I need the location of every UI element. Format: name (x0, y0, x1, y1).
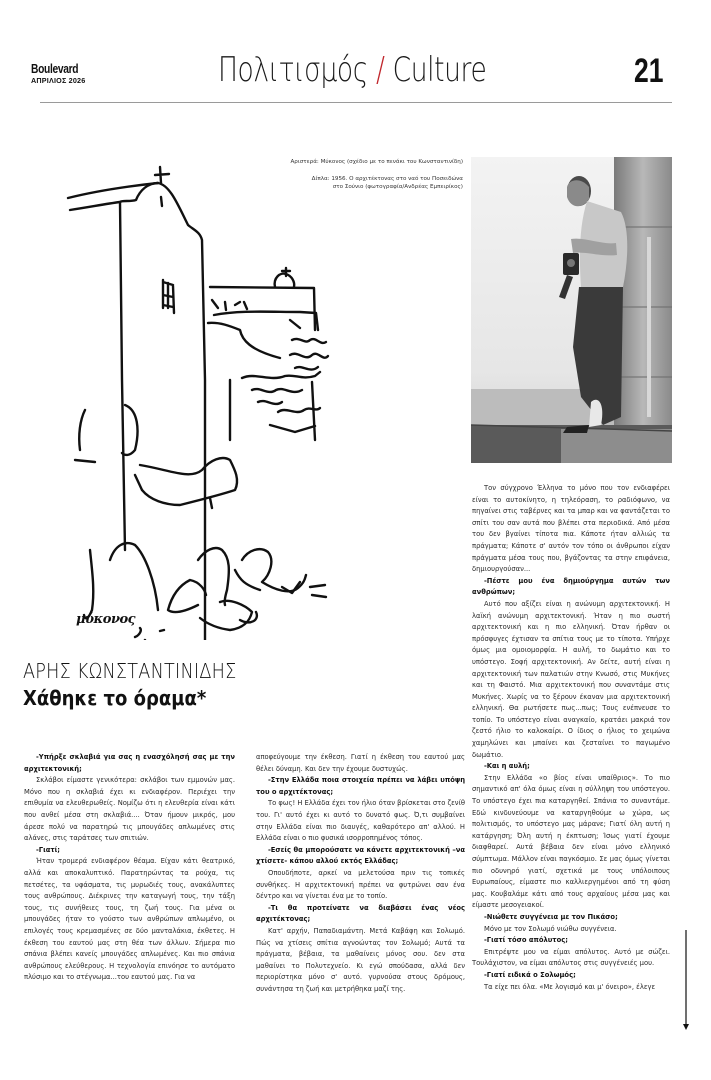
interview-answer: Κατ' αρχήν, Παπαδιαμάντη. Μετά Καβάφη και Σολωμό. Πώς να χτίσεις σπίτια αγνοώντας τον Σολωμό; Αυτά τα πράγματα, βέβαια, τα μαθαίνεις μόνος σου. δεν στα μαθαίνει το Πολυτεχνείο. Κι εγώ σπούδασα, αλλά δεν περιορίστηκα μόνο σ' αυτό. γυρνούσα στους δρόμους, συνάντησα τη ζωή και μετρήθηκα μαζί της. (256, 926, 465, 993)
interview-answer: Ήταν τρομερά ενδιαφέρον θέαμα. Είχαν κάτι θεατρικό, αλλά και αποκαλυπτικό. Παρατηρώντας τα ρούχα, τις πετσέτες, τα υφάσματα, τις μυρωδιές τους, ανακάλυπτες τους ανθρώπους. Διέκρινες την καταγωγή τους, την τάξη τους, τις συνήθειες τους, τη ζωή τους. Για μένα οι μπουγάδες ήταν το γούστο των ανθρώπων απλωμένο, οι επιλογές τους κρεμασμένες σε δύο μανταλάκια, έκθετες. Η έκθεση του εαυτού μας στη θέα των άλλων. Σήμερα πιο σπάνια βλέπει κανείς μπουγάδες απλωμένες. Και πιο σπάνια ανθρώπους ελεύθερους. Η τεχνολογία επινόησε το αυτόματο πλύσιμο και το στέγνωμα...του εαυτού μας. Για να (24, 857, 235, 982)
interview-question: -Τι θα προτείνατε να διαβάσει ένας νέος αρχιτέκτονας; (256, 903, 465, 924)
author-name: ΑΡΗΣ ΚΩΝΣΤΑΝΤΙΝΙΔΗΣ (23, 659, 237, 683)
section-title (218, 50, 486, 90)
caption-right-line1: Δίπλα: 1956. Ο αρχιτέκτονας στο ναό του Ποσειδώνα (311, 176, 463, 182)
interview-answer: Το φως! Η Ελλάδα έχει τον ήλιο όταν βρίσκεται στο ζενίθ του. Γι' αυτό έχει κι αυτό το δυνατό φως. Ό,τι συμβαίνει στην Ελλάδα είναι πιο διαυγές, καθαρότερο απ' αλλού. Η Ελλάδα είναι ο πιο φυσικά ισορροπημένος τόπος. (256, 799, 465, 843)
interview-question: -Γιατί τόσο απόλυτος; (484, 936, 568, 945)
arrow-down-icon (683, 930, 689, 1030)
interview-answer: Μόνο με τον Σολωμό νιώθω συγγένεια. (484, 924, 617, 933)
interview-answer: Στην Ελλάδα «ο βίος είναι υπαίθριος». Το πιο σημαντικό απ' όλα όμως είναι η σύλληψη του υπόστεγου. Το υπόστεγο έχει πια καταργηθεί. Σπάνια το συναντάμε. Εδώ κινδυνεύουμε να καταργηθούμε ω χώρα, ως πολιτισμός, το υπόστεγο μας μάρανε; Γιατί όλη αυτή η κατάργηση; Όλη αυτή η έκπτωση; Ίσως γιατί έχουμε διαφθαρεί. Αυτά βέβαια δεν είναι μόνο ελληνικό σύμπτωμα. Μάλλον είναι παγκόσμιο. Σε μας όμως γίνεται πιο οδυνηρό γιατί, σχετικά με τους υπόλοιπους Ευρωπαίους, είμαστε πιο καλλιεργημένοι από τη φύση μας. Κουβαλάμε κάτι από τους αρχαίους μέσα μας και είμαστε μεσογειακοί. (472, 773, 670, 910)
sketch-signature: μύκονος (76, 612, 136, 627)
interview-question: -Γιατί; (36, 845, 61, 854)
page-number: 21 (634, 52, 664, 90)
article-column-1 (24, 752, 235, 984)
article-headline: Χάθηκε το όραμα* (23, 686, 207, 710)
article-column-2 (256, 752, 465, 995)
section-title-english: Culture (392, 50, 487, 90)
interview-answer: αποφεύγουμε την έκθεση. Γιατί η έκθεση του εαυτού μας θέλει δύναμη. Και δεν την έχουμε δυστυχώς. (256, 753, 465, 773)
caption-left: Αριστερά: Μύκονος (σχέδιο με το πενάκι του Κωνσταντινίδη) (290, 159, 463, 165)
interview-answer: Τα είχε πει όλα. «Με λογισμό και μ' όνειρο», έλεγε (484, 982, 656, 991)
brand-logo: Boulevard (31, 62, 79, 76)
interview-question: -Στην Ελλάδα ποια στοιχεία πρέπει να λάβει υπόψη του ο αρχιτέκτονας; (256, 776, 465, 796)
interview-answer: Αυτό που αξίζει είναι η ανώνυμη αρχιτεκτονική. Η λαϊκή ανώνυμη αρχιτεκτονική. Ήταν η πιο σωστή αρχιτεκτονική και η πιο ελληνική. Όταν ήρθαν οι πρόσφυγες έχτισαν τα σπίτια τους με το τίποτα. Υπήρχε όμως μια ομοιομορφία. Η αυλή, το δωμάτιο και το υπόστεγο. Σοφή αρχιτεκτονική. Αν δείτε, αυτή είναι η αρχιτεκτονική των παλατιών στην Κνωσό, στις Μυκήνες και τη Φαιστό. Μια αρχιτεκτονική που συναντάμε στις Μυκήνες. Χωρίς να το ξέρουν έκαναν μια αρχιτεκτονική ελληνική. Θα ρωτήσετε πως...πως; Τους ενέπνευσε το τοπίο. Το υπόστεγο είναι αναγκαίο, κρατάει μακριά τον ζεστό ήλιο το καλοκαίρι. Ο ίδιος ο ήλιος το χειμώνα χαμηλώνει και μπαίνει και ζεσταίνει το παγωμένο δωμάτιο. (472, 599, 670, 759)
section-separator: / (367, 50, 393, 90)
interview-question: -Και η αυλή; (484, 762, 530, 771)
interview-answer: Οπουδήποτε, αρκεί να μελετούσα πριν τις τοπικές συνθήκες. Η αρχιτεκτονική πρέπει να φυτρώνει σαν ένα δέντρο και να γίνεται ένα με το τοπίο. (256, 868, 465, 901)
section-title-greek: Πολιτισμός (218, 50, 368, 90)
article-column-3 (472, 483, 670, 993)
caption-right (250, 175, 463, 191)
interview-answer: Σκλάβοι είμαστε γενικότερα: σκλάβοι των εμμονών μας. Μόνο που η σκλαβιά έχει κι ενδιαφέρον. Περιέχει την επιθυμία να ελευθερωθείς. Νομίζω ότι η ελευθερία είναι κάτι που ανθεί μέσα στη σκλαβιά.... Όταν ήμουν μικρός, μου άρεσε πολύ να παρατηρώ τις μπουγάδες απλωμένες στις αλάνες, στις ταράτσες των σπιτιών. (24, 776, 235, 843)
interview-question: -Εσείς θα μπορούσατε να κάνετε αρχιτεκτονική –να χτίσετε- κάπου αλλού εκτός Ελλάδας; (256, 845, 465, 866)
interview-answer: Επιτρέψτε μου να είμαι απόλυτος. Αυτό με σώζει. Τουλάχιστον, να είμαι απόλυτος στις συγγένειές μου. (472, 947, 670, 968)
mykonos-sketch-icon (30, 150, 330, 640)
issue-date: ΑΠΡΙΛΙΟΣ 2026 (31, 76, 86, 85)
caption-right-line2: στο Σούνιο (φωτογραφία/Ανδρέας Εμπειρίκος) (332, 184, 463, 190)
header-divider (40, 102, 672, 103)
interview-question: -Γιατί ειδικά ο Σολωμός; (484, 970, 576, 979)
interview-question: -Υπήρξε σκλαβιά για σας η ενασχόλησή σας με την αρχιτεκτονική; (24, 753, 235, 773)
interview-answer: Τον σύγχρονο Έλληνα το μόνο που τον ενδιαφέρει είναι το αυτοκίνητο, η τηλεόραση, το ραδιόφωνο, να πηγαίνει στις ταβέρνες και τα μπαρ και να φαντάζεται το σπίτι του σαν αυτά που βλέπει στα περιοδικά. Από μέσα του δεν βγαίνει τίποτα πια. Κάποτε ήταν αλλιώς τα πράγματα; Κάποτε σ' αυτόν τον τόπο οι άνθρωποι είχαν πράγματα μέσα τους που, βγάζοντας τα στην επιφάνεια, δημιουργούσαν... (472, 484, 670, 574)
architect-photo-icon (471, 157, 672, 463)
interview-question: -Πέστε μου ένα δημιούργημα αυτών των ανθρώπων; (472, 576, 670, 597)
interview-question: -Νιώθετε συγγένεια με τον Πικάσο; (484, 912, 618, 921)
